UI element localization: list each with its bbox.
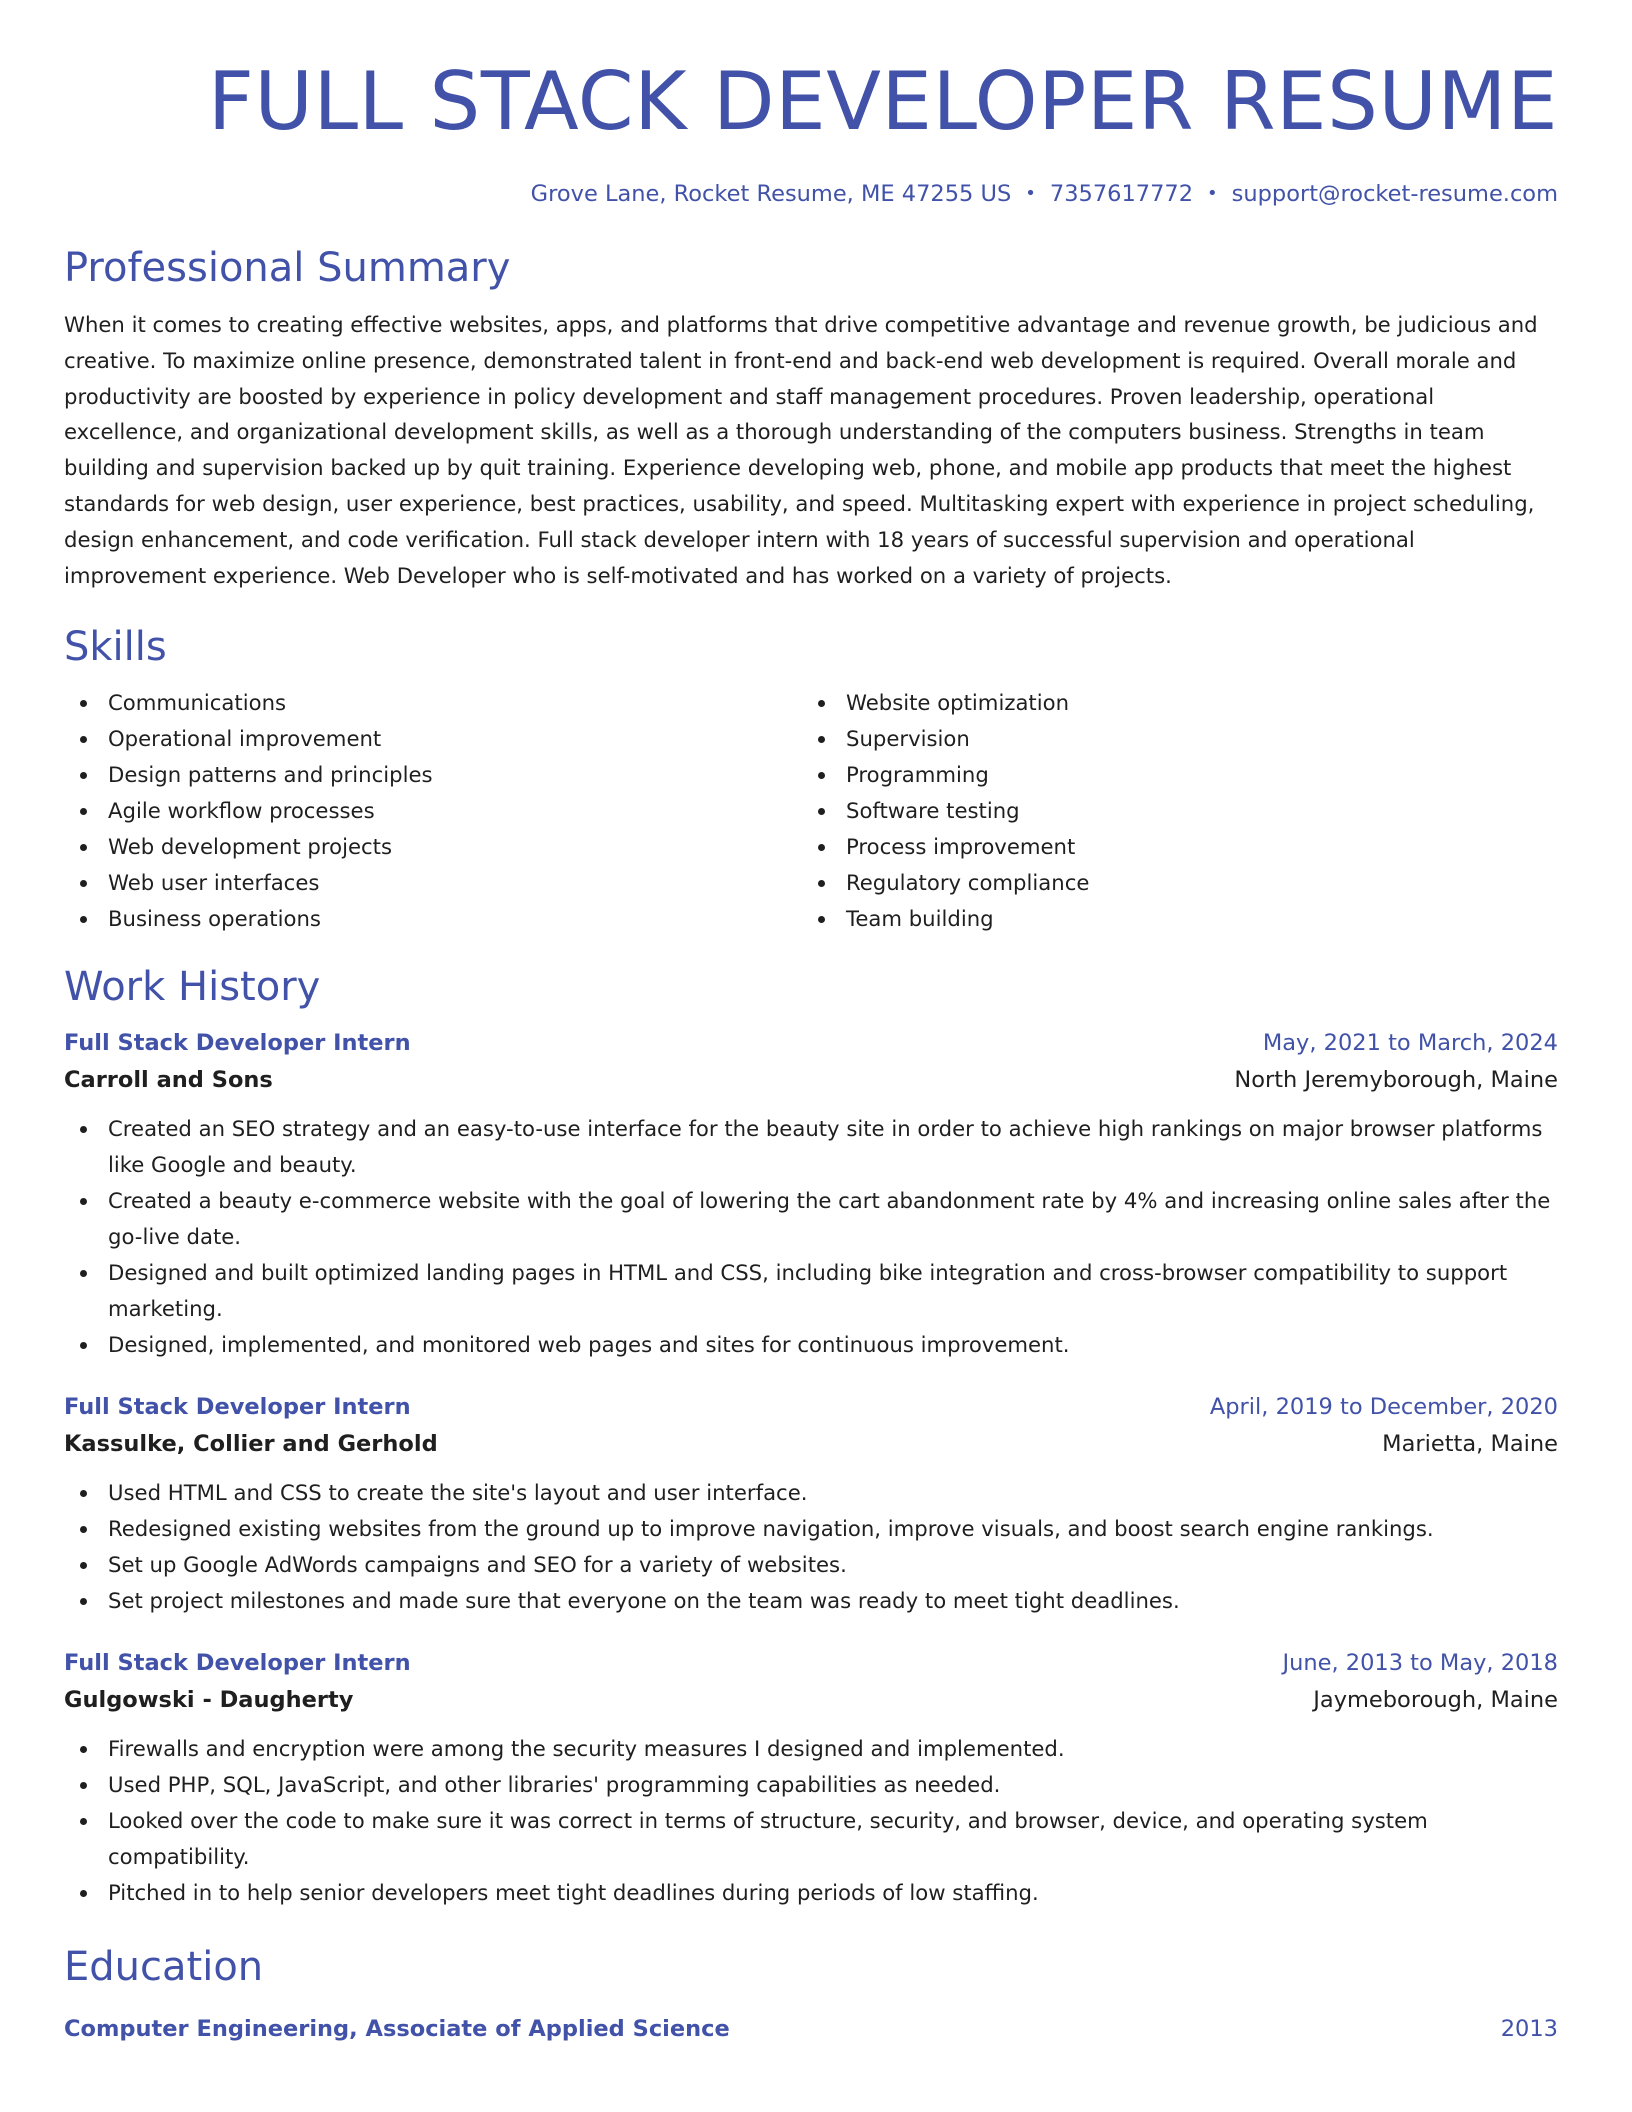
skill-item: Regulatory compliance	[802, 865, 1540, 901]
duty-item: Pitched in to help senior developers meet tight deadlines during periods of low staffing.	[64, 1875, 1558, 1911]
skill-item: Software testing	[802, 793, 1540, 829]
skill-item: Web user interfaces	[64, 865, 802, 901]
skill-item: Supervision	[802, 721, 1540, 757]
skill-item: Design patterns and principles	[64, 757, 802, 793]
duty-item: Designed, implemented, and monitored web pages and sites for continuous improvement.	[64, 1327, 1558, 1363]
duty-item: Set up Google AdWords campaigns and SEO for a variety of websites.	[64, 1547, 1558, 1583]
contact-line	[64, 178, 1558, 210]
contact-phone: 7357617772	[1049, 181, 1194, 207]
section-title-education: Education	[64, 1944, 264, 1991]
contact-address: Grove Lane, Rocket Resume, ME 47255 US	[530, 181, 1012, 207]
education-degree: Computer Engineering, Associate of Applied Science	[64, 2016, 730, 2043]
contact-email: support@rocket-resume.com	[1231, 181, 1558, 207]
resume-page	[64, 0, 1558, 2047]
job-header-row	[64, 1389, 1558, 1425]
section-title-summary: Professional Summary	[64, 245, 511, 291]
skill-item: Agile workflow processes	[64, 793, 802, 829]
contact-separator: •	[1025, 183, 1036, 204]
summary-text: When it comes to creating effective websites, apps, and platforms that drive competitive advantage and revenue growth, be judicious and creative. To maximize online presence, demonstrated talent in front-end and back-end web development is required. Overall morale and productivity are boosted by experience in policy development and staff management procedures. Proven leadership, operational excellence, and organizational development skills, as well as a thorough understanding of the computers business. Strengths in team building and supervision backed up by quit training. Experience developing web, phone, and mobile app products that meet the highest standards for web design, user experience, best practices, usability, and speed. Multitasking expert with experience in project scheduling, design enhancement, and code verification. Full stack developer intern with 18 years of successful supervision and operational improvement experience. Web Developer who is self-motivated and has worked on a variety of projects.	[64, 312, 1538, 588]
duty-item: Designed and built optimized landing pages in HTML and CSS, including bike integration and cross-browser compatibility to support marketing.	[64, 1255, 1558, 1327]
duty-item: Firewalls and encryption were among the security measures I designed and implemented.	[64, 1731, 1558, 1767]
job-company: Gulgowski - Daugherty	[64, 1687, 354, 1714]
job-entry	[64, 1645, 1558, 1911]
job-title: Full Stack Developer Intern	[64, 1394, 411, 1421]
education-entry	[64, 2011, 1558, 2047]
education-year: 2013	[1500, 2016, 1558, 2043]
job-dates: May, 2021 to March, 2024	[1262, 1030, 1558, 1057]
job-company-row	[64, 1425, 1558, 1463]
job-title: Full Stack Developer Intern	[64, 1030, 411, 1057]
skill-item: Team building	[802, 901, 1540, 937]
job-location: North Jeremyborough, Maine	[1234, 1067, 1558, 1094]
skill-item: Website optimization	[802, 685, 1540, 721]
job-dates: April, 2019 to December, 2020	[1209, 1394, 1558, 1421]
resume-name-title: FULL STACK DEVELOPER RESUME	[207, 55, 1558, 148]
skill-item: Programming	[802, 757, 1540, 793]
job-company-row	[64, 1061, 1558, 1099]
job-company: Kassulke, Collier and Gerhold	[64, 1431, 438, 1458]
job-title: Full Stack Developer Intern	[64, 1650, 411, 1677]
skill-item: Process improvement	[802, 829, 1540, 865]
duty-item: Looked over the code to make sure it was correct in terms of structure, security, and browser, device, and operating system compatibility.	[64, 1803, 1558, 1875]
job-location: Jaymeborough, Maine	[1313, 1687, 1558, 1714]
skill-item: Business operations	[64, 901, 802, 937]
job-location: Marietta, Maine	[1382, 1431, 1558, 1458]
duty-item: Redesigned existing websites from the ground up to improve navigation, improve visuals, and boost search engine rankings.	[64, 1511, 1558, 1547]
contact-separator: •	[1207, 183, 1218, 204]
job-header-row	[64, 1025, 1558, 1061]
section-title-skills: Skills	[64, 624, 167, 671]
job-header-row	[64, 1645, 1558, 1681]
duty-item: Created an SEO strategy and an easy-to-use interface for the beauty site in order to achieve high rankings on major browser platforms like Google and beauty.	[64, 1111, 1558, 1183]
job-entry	[64, 1389, 1558, 1619]
skills-column-right	[802, 685, 1540, 937]
skill-item: Web development projects	[64, 829, 802, 865]
job-company: Carroll and Sons	[64, 1067, 273, 1094]
section-title-work-history: Work History	[64, 964, 321, 1011]
job-entry	[64, 1025, 1558, 1363]
duty-item: Created a beauty e-commerce website with the goal of lowering the cart abandonment rate by 4% and increasing online sales after the go-live date.	[64, 1183, 1558, 1255]
skills-column-left	[64, 685, 802, 937]
duty-item: Set project milestones and made sure that everyone on the team was ready to meet tight deadlines.	[64, 1583, 1558, 1619]
job-duties	[64, 1731, 1558, 1911]
skill-item: Operational improvement	[64, 721, 802, 757]
job-duties	[64, 1111, 1558, 1363]
job-dates: June, 2013 to May, 2018	[1282, 1650, 1558, 1677]
job-company-row	[64, 1681, 1558, 1719]
job-duties	[64, 1475, 1558, 1619]
skills-list	[64, 685, 1558, 937]
skill-item: Communications	[64, 685, 802, 721]
duty-item: Used PHP, SQL, JavaScript, and other libraries' programming capabilities as needed.	[64, 1767, 1558, 1803]
duty-item: Used HTML and CSS to create the site's layout and user interface.	[64, 1475, 1558, 1511]
